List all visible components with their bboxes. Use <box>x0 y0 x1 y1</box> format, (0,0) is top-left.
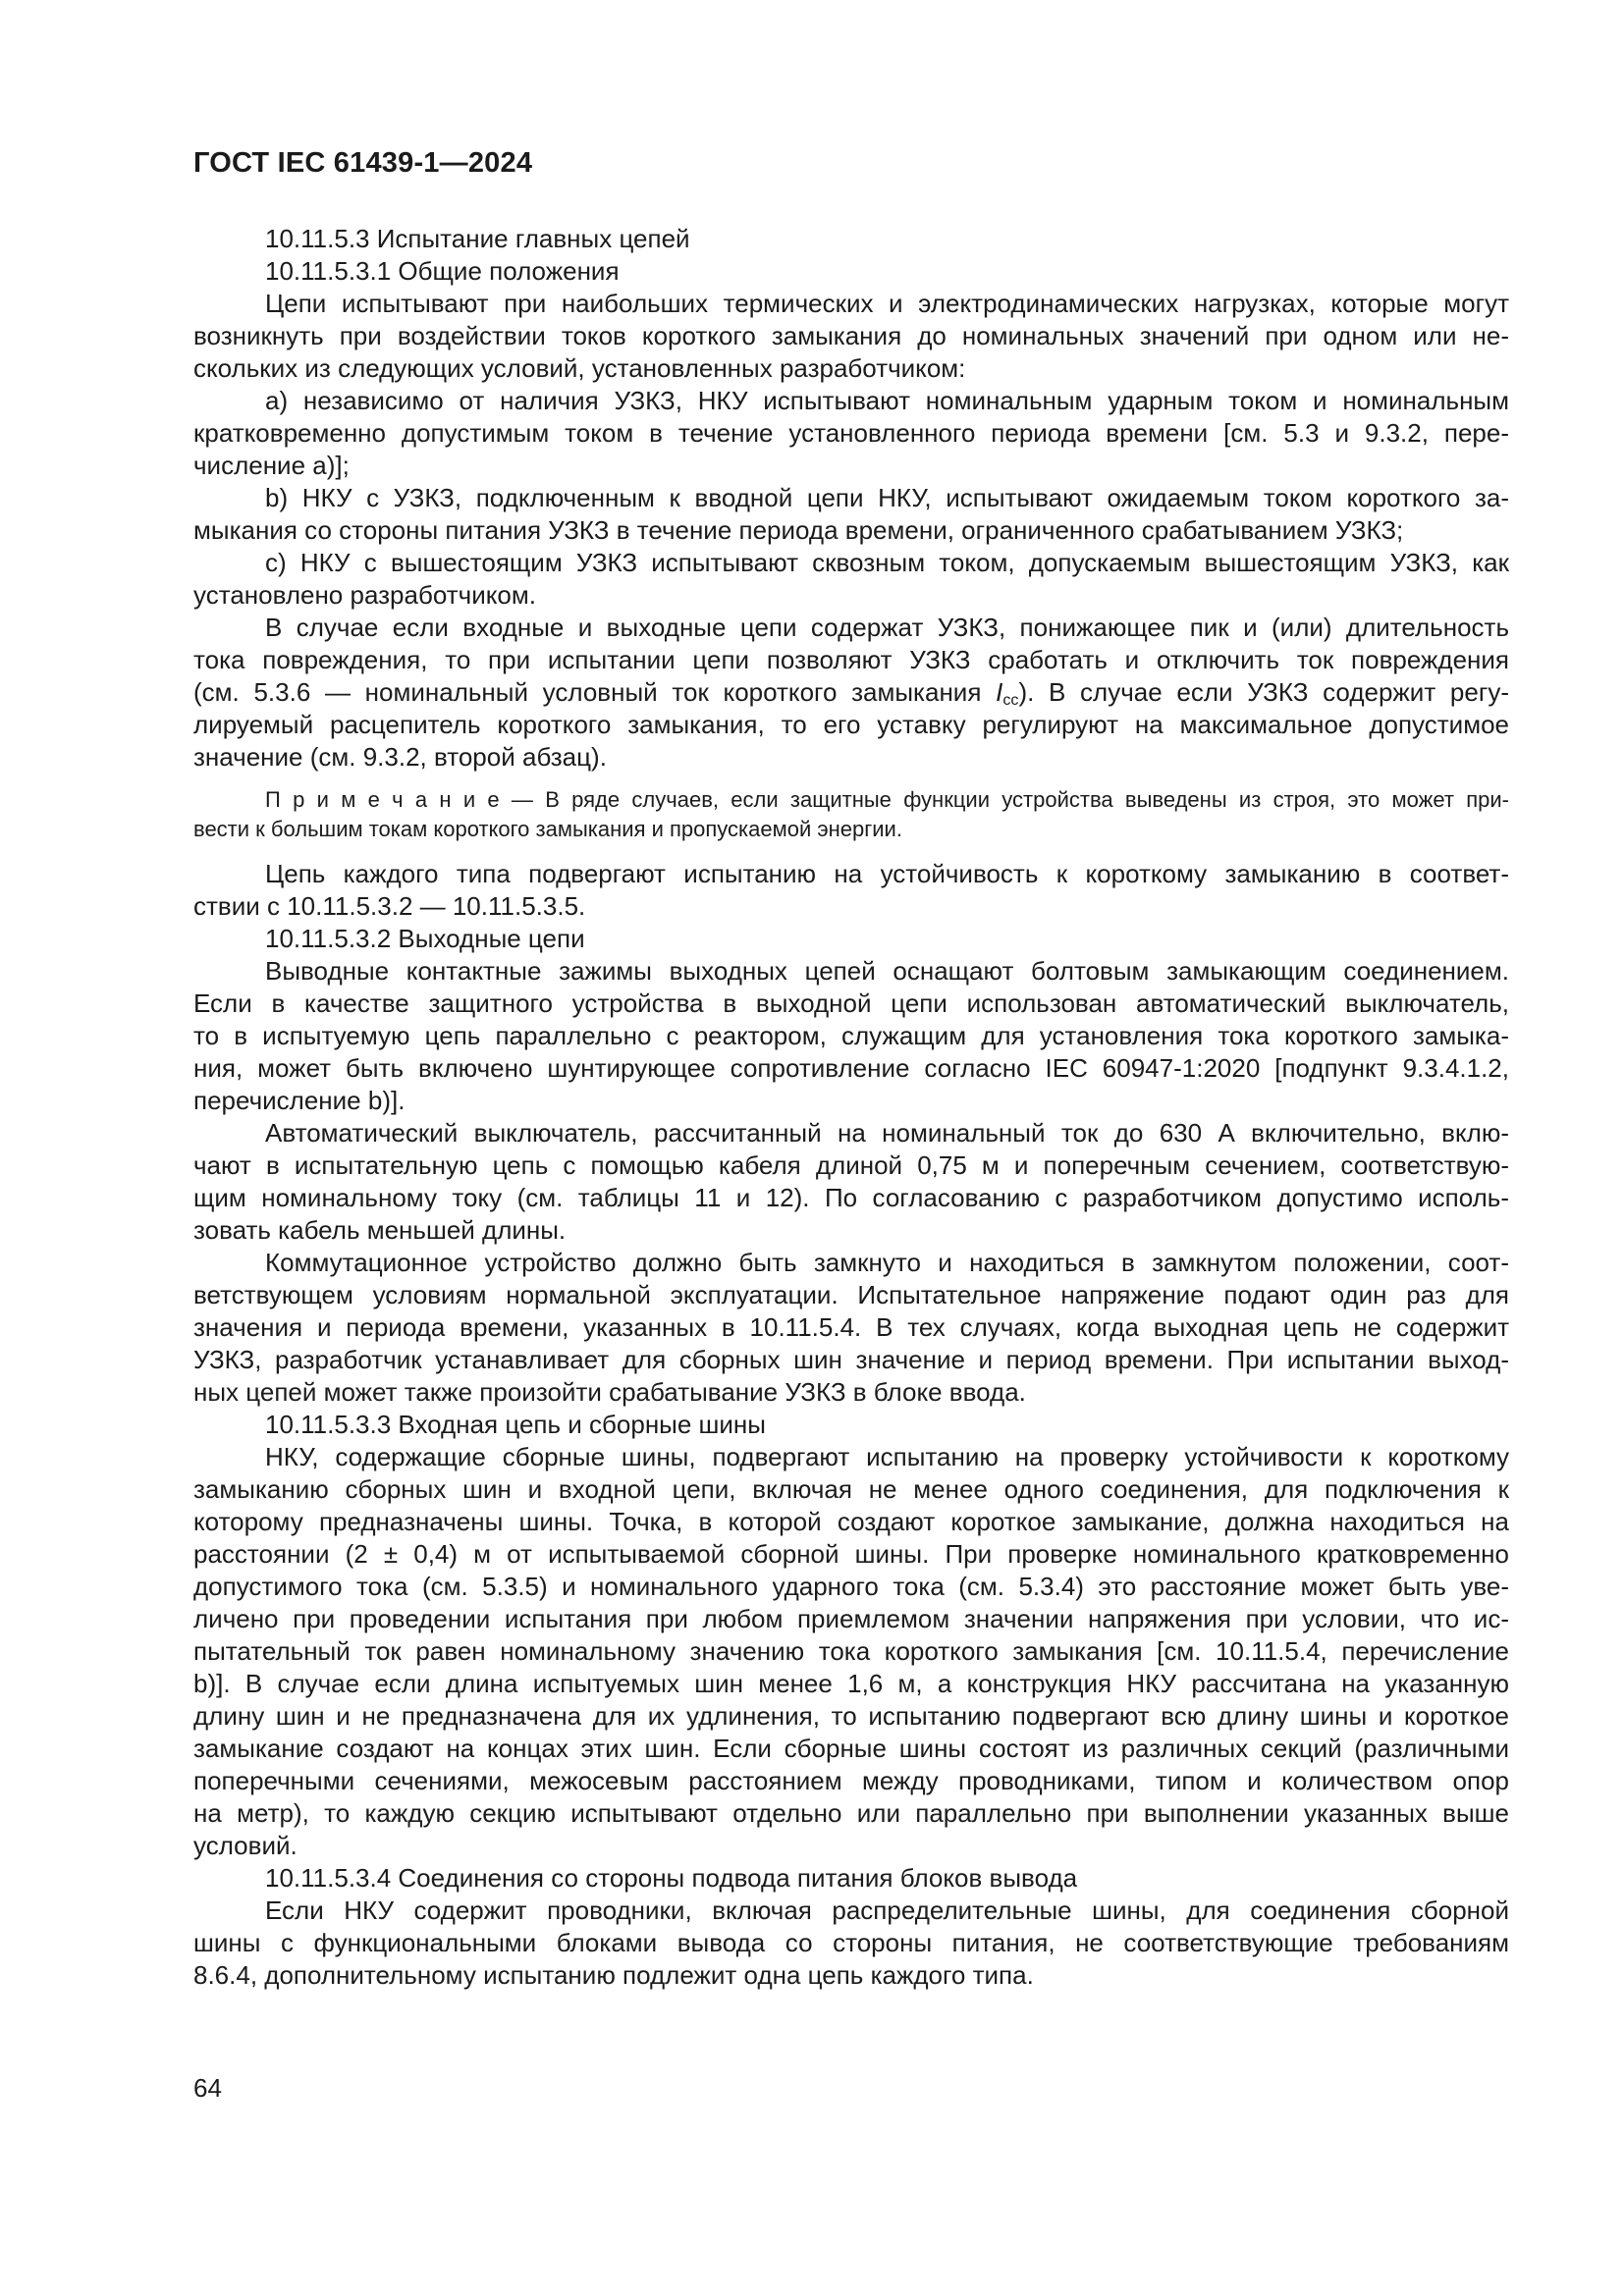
text-line: мыкания со стороны питания УЗКЗ в течение периода времени, ограниченного срабатыванием УЗКЗ; <box>193 515 1404 545</box>
text-line: личено при проведении испытания при любом приемлемом значении напряжения при условии, что ис- <box>193 1604 1509 1633</box>
text-line: 10.11.5.3.1 Общие положения <box>265 256 620 286</box>
text-line: значения и периода времени, указанных в 10.11.5.4. В тех случаях, когда выходная цепь не содержит <box>193 1312 1509 1342</box>
text-line: кратковременно допустимым током в течение установленного периода времени [см. 5.3 и 9.3.2, пере- <box>193 418 1509 448</box>
text-line: 8.6.4, дополнительному испытанию подлежит одна цепь каждого типа. <box>193 1960 1034 1990</box>
section-heading <box>193 255 1509 288</box>
text-line: замыкание создают на концах этих шин. Если сборные шины состоят из различных секций (различными <box>193 1734 1509 1763</box>
text-line: 10.11.5.3.3 Входная цепь и сборные шины <box>265 1410 766 1439</box>
paragraph <box>193 612 1509 774</box>
text-line: вести к большим токам короткого замыкания и пропускаемой энергии. <box>193 817 902 841</box>
text-line: пытательный ток равен номинальному значению тока короткого замыкания [см. 10.11.5.4, перечисление <box>193 1636 1509 1666</box>
section-heading <box>193 223 1509 255</box>
text-line: значение (см. 9.3.2, второй абзац). <box>193 742 607 772</box>
document-body <box>193 223 1509 1992</box>
text-line: УЗКЗ, разработчик устанавливает для сборных шин значение и период времени. При испытании выход- <box>193 1345 1509 1374</box>
text-line: b)]. В случае если длина испытуемых шин менее 1,6 м, а конструкция НКУ рассчитана на указанную <box>193 1669 1509 1698</box>
paragraph <box>193 547 1509 612</box>
section-heading <box>193 1862 1509 1895</box>
note-block <box>193 785 1509 844</box>
text-line: Автоматический выключатель, рассчитанный на номинальный ток до 630 А включительно, вклю- <box>265 1118 1509 1148</box>
text-line: лируемый расцепитель короткого замыкания, то его уставку регулируют на максимальное допустимое <box>193 710 1509 739</box>
text-line: Цепи испытывают при наибольших термических и электродинамических нагрузках, которые могут <box>265 289 1509 318</box>
text-line: 10.11.5.3.2 Выходные цепи <box>265 924 585 953</box>
paragraph <box>193 385 1509 482</box>
paragraph <box>193 1441 1509 1862</box>
text-line: возникнуть при воздействии токов короткого замыкания до номинальных значений при одном или не- <box>193 321 1509 350</box>
text-line: (см. 5.3.6 — номинальный условный ток короткого замыкания $I_{cc}$). В случае если УЗКЗ содержит регу- <box>193 677 1509 710</box>
text-line: числение a)]; <box>193 451 350 480</box>
text-line: ных цепей может также произойти срабатывание УЗКЗ в блоке ввода. <box>193 1377 1026 1407</box>
text-line: которому предназначены шины. Точка, в которой создают короткое замыкание, должна находиться на <box>193 1507 1509 1536</box>
text-line: перечисление b)]. <box>193 1086 406 1115</box>
text-line: длину шин и не предназначена для их удлинения, то испытанию подвергают всю длину шины и короткое <box>193 1701 1509 1731</box>
text-line: Выводные контактные зажимы выходных цепей оснащают болтовым замыкающим соединением. <box>265 956 1509 986</box>
text-line: шины с функциональными блоками вывода со стороны питания, не соответствующие требованиям <box>193 1928 1509 1957</box>
text-line: допустимого тока (см. 5.3.5) и номинального ударного тока (см. 5.3.4) это расстояние может быть уве- <box>193 1572 1509 1601</box>
text-line: Цепь каждого типа подвергают испытанию на устойчивость к короткому замыканию в соответ- <box>265 859 1509 888</box>
text-line: В случае если входные и выходные цепи содержат УЗКЗ, понижающее пик и (или) длительность <box>265 613 1509 642</box>
text-line: установлено разработчиком. <box>193 580 536 610</box>
text-line: ния, может быть включено шунтирующее сопротивление согласно IEC 60947-1:2020 [подпункт 9.3.4.1.2, <box>193 1053 1509 1083</box>
text-line: поперечными сечениями, межосевым расстоянием между проводниками, типом и количеством опор <box>193 1766 1509 1795</box>
text-line: скольких из следующих условий, установленных разработчиком: <box>193 353 966 383</box>
text-line: ветствующем условиям нормальной эксплуатации. Испытательное напряжение подают один раз для <box>193 1280 1509 1309</box>
text-line: b) НКУ с УЗКЗ, подключенным к вводной цепи НКУ, испытывают ожидаемым током короткого за- <box>265 483 1509 512</box>
text-line: НКУ, содержащие сборные шины, подвергают испытанию на проверку устойчивости к короткому <box>265 1442 1509 1471</box>
text-line: тока повреждения, то при испытании цепи позволяют УЗКЗ сработать и отключить ток повреждения <box>193 645 1509 674</box>
text-line: 10.11.5.3.4 Соединения со стороны подвода питания блоков вывода <box>265 1863 1078 1893</box>
text-line: П р и м е ч а н и е — В ряде случаев, если защитные функции устройства выведены из строя, это может при- <box>265 787 1509 812</box>
text-line: 10.11.5.3 Испытание главных цепей <box>265 224 690 253</box>
paragraph <box>193 1247 1509 1409</box>
text-line: Коммутационное устройство должно быть замкнуто и находиться в замкнутом положении, соот- <box>265 1248 1509 1277</box>
section-heading <box>193 923 1509 955</box>
text-line: замыканию сборных шин и входной цепи, включая не менее одного соединения, для подключения к <box>193 1474 1509 1504</box>
text-line: Если в качестве защитного устройства в выходной цепи использован автоматический выключатель, <box>193 988 1509 1018</box>
text-line: то в испытуемую цепь параллельно с реактором, служащим для установления тока короткого замыка- <box>193 1021 1509 1050</box>
symbol-icc: I <box>996 677 1003 707</box>
text-line: Если НКУ содержит проводники, включая распределительные шины, для соединения сборной <box>265 1896 1509 1925</box>
text-line: a) независимо от наличия УЗКЗ, НКУ испытывают номинальным ударным током и номинальным <box>265 386 1509 415</box>
text-line: c) НКУ с вышестоящим УЗКЗ испытывают сквозным током, допускаемым вышестоящим УЗКЗ, как <box>265 548 1509 577</box>
text-line: зовать кабель меньшей длины. <box>193 1215 567 1245</box>
paragraph <box>193 858 1509 923</box>
paragraph <box>193 955 1509 1117</box>
text-line: на метр), то каждую секцию испытывают отдельно или параллельно при выполнении указанных выше <box>193 1798 1509 1828</box>
text-line: условий. <box>193 1831 298 1860</box>
paragraph <box>193 1117 1509 1247</box>
section-heading <box>193 1409 1509 1441</box>
text-line: ствии с 10.11.5.3.2 — 10.11.5.3.5. <box>193 891 586 921</box>
document-header: ГОСТ IEC 61439-1—2024 <box>193 147 533 179</box>
page-number: 64 <box>193 2073 222 2103</box>
paragraph <box>193 482 1509 547</box>
paragraph <box>193 288 1509 385</box>
text-line: щим номинальному току (см. таблицы 11 и 12). По согласованию с разработчиком допустимо исполь- <box>193 1183 1509 1212</box>
symbol-icc-subscript: cc <box>1002 691 1019 710</box>
text-line: чают в испытательную цепь с помощью кабеля длиной 0,75 м и поперечным сечением, соответствую- <box>193 1150 1509 1180</box>
text-line: расстоянии (2 ± 0,4) м от испытываемой сборной шины. При проверке номинального кратковременно <box>193 1539 1509 1569</box>
paragraph <box>193 1895 1509 1992</box>
